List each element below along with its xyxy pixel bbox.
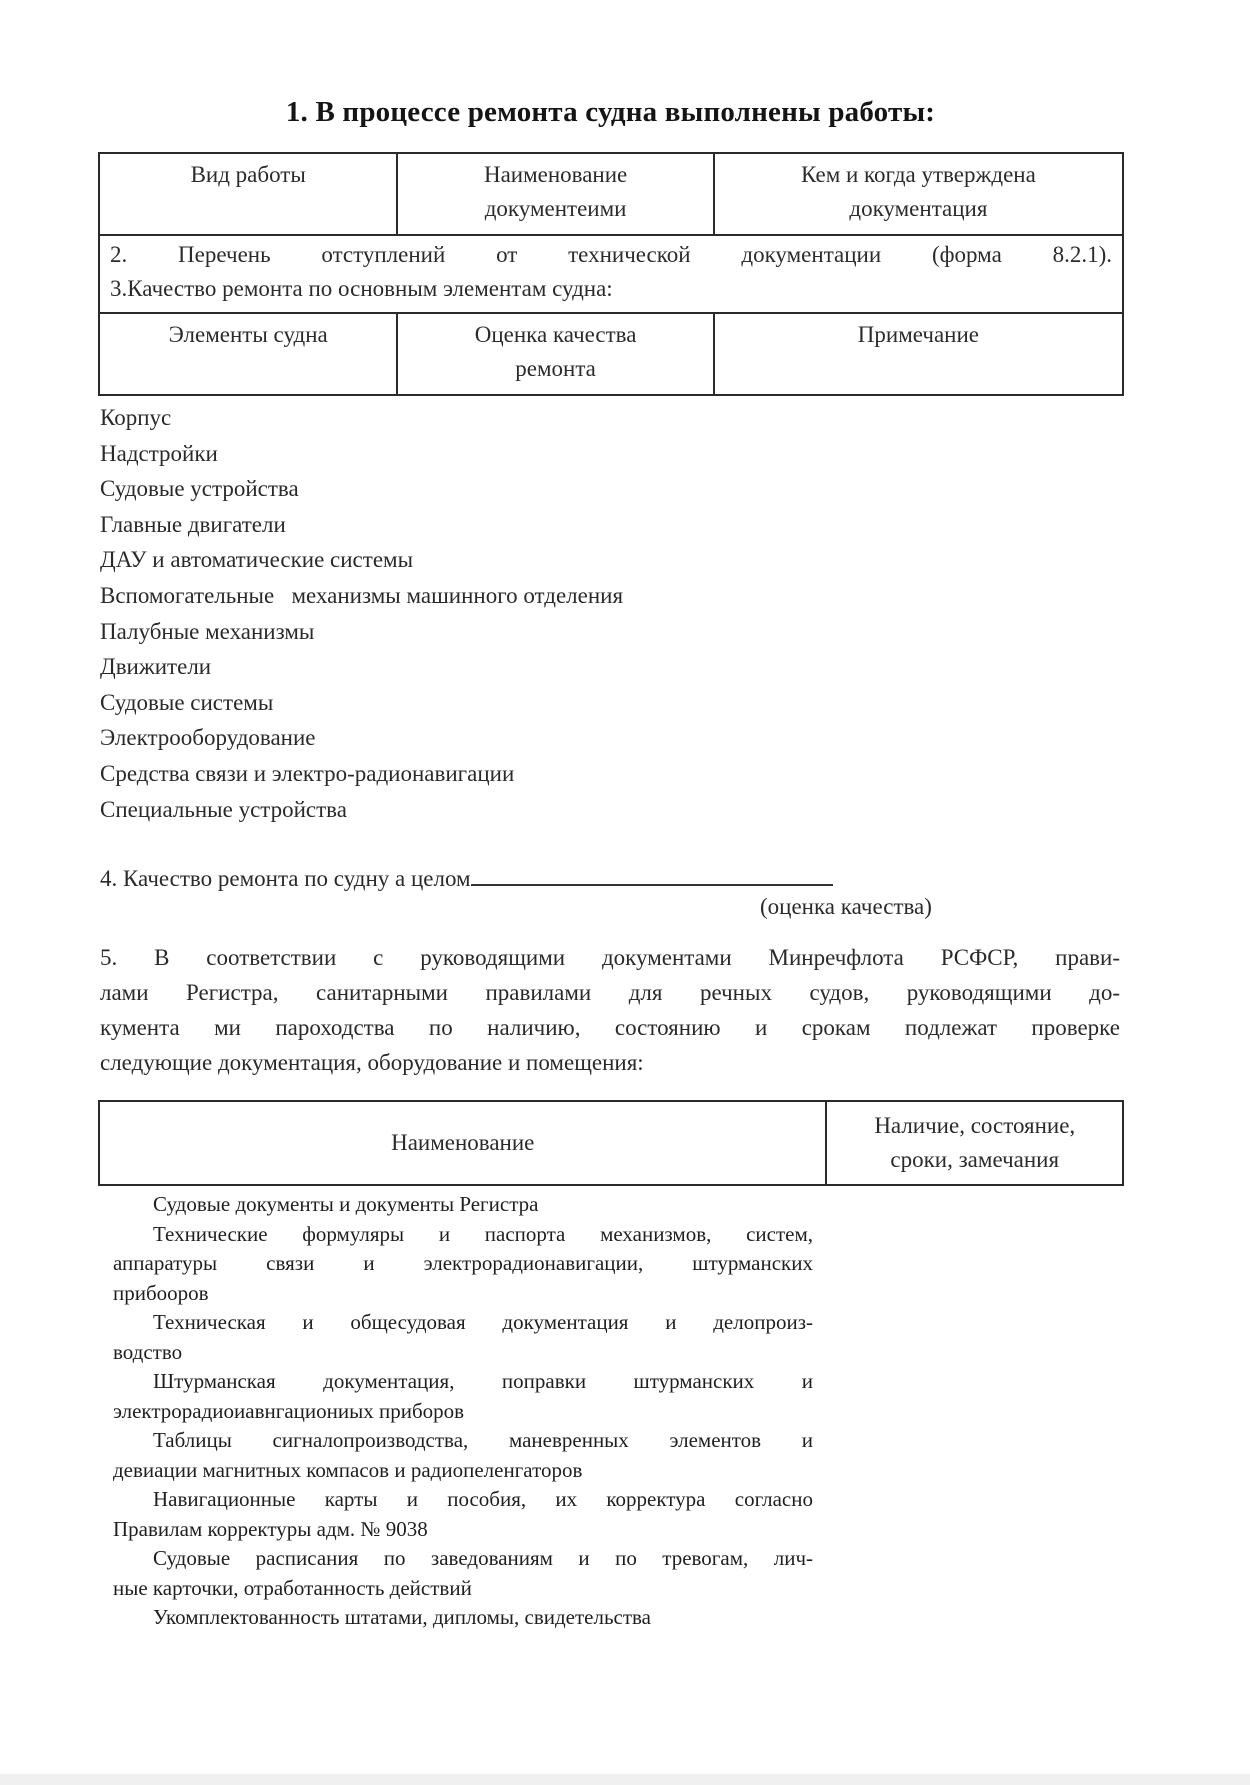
paragraph-line: следующие документация, оборудование и помещения: — [100, 1050, 644, 1075]
list-item: Судовые системы — [100, 689, 274, 715]
deviations-row — [99, 235, 1123, 313]
list-item — [113, 1485, 813, 1544]
list-item: Электрооборудование — [100, 725, 316, 751]
quality-table-header-row — [99, 313, 1123, 395]
section3-text: 3.Качество ремонта по основным элементам судна: — [110, 276, 613, 301]
header-text: Наличие, состояние, — [874, 1113, 1076, 1138]
section4 — [100, 858, 833, 896]
header-text: Примечание — [857, 322, 980, 347]
paragraph-line: кумента ми пароходства по наличию, состоянию и срокам подлежат проверке — [100, 1015, 1120, 1040]
header-text: Элементы судна — [168, 322, 328, 347]
header-text: сроки, замечания — [890, 1147, 1060, 1172]
header-cell-quality-rating — [397, 313, 713, 395]
paragraph-line: лами Регистра, санитарными правилами для речных судов, руководящими до- — [100, 980, 1120, 1005]
list-item — [113, 1308, 813, 1367]
header-cell-ship-elements — [99, 313, 397, 395]
list-item: Судовые устройства — [100, 476, 299, 502]
item-line: Судовые документы и документы Регистра — [153, 1192, 539, 1216]
list-item — [113, 1603, 813, 1633]
item-line: Правилам корректуры адм. № 9038 — [113, 1516, 428, 1541]
list-item — [113, 1426, 813, 1485]
item-line: водство — [113, 1339, 183, 1364]
list-item: Главные двигатели — [100, 511, 286, 537]
section2-text: 2. Перечень отступлений от технической документации (форма 8.2.1). — [110, 242, 1112, 267]
list-item — [113, 1220, 813, 1309]
item-line: Таблицы сигналопроизводства, маневренных элементов и — [153, 1428, 813, 1452]
list-item — [113, 1190, 813, 1220]
header-text: Вид работы — [190, 162, 306, 187]
list-item: ДАУ и автоматические системы — [100, 547, 414, 573]
item-line: Судовые расписания по заведованиям и по тревогам, лич- — [153, 1546, 813, 1570]
inspection-table — [98, 1100, 1124, 1186]
list-item: Вспомогательные механизмы машинного отделения — [100, 582, 624, 608]
item-line: аппаратуры связи и электрорадионавигации, штурманских — [113, 1251, 813, 1275]
item-line: прибооров — [113, 1280, 209, 1305]
inspection-table-header-row — [99, 1101, 1123, 1185]
list-item: Средства связи и электро-радионавигации — [100, 760, 515, 786]
header-cell-doc-name — [397, 153, 713, 235]
header-text: Наименование — [483, 162, 628, 187]
item-line: Навигационные карты и пособия, их корректура согласно — [153, 1487, 813, 1511]
header-text: документация — [849, 196, 988, 221]
list-item — [113, 1544, 813, 1603]
deviations-cell — [99, 235, 1123, 313]
overall-quality-caption: (оценка качества) — [760, 894, 932, 919]
item-line: Техническая и общесудовая документация и делопроиз- — [153, 1310, 813, 1334]
header-cell-approved-by — [714, 153, 1123, 235]
works-table — [98, 152, 1124, 396]
item-line: Укомплектованность штатами, дипломы, свидетельства — [153, 1605, 651, 1629]
works-table-header-row — [99, 153, 1123, 235]
header-text: ремонта — [515, 356, 596, 381]
list-item: Специальные устройства — [100, 796, 347, 822]
list-item: Корпус — [100, 405, 172, 430]
header-text: документеими — [484, 196, 627, 221]
item-line: Технические формуляры и паспорта механизмов, систем, — [153, 1221, 813, 1246]
item-line: Штурманская документация, поправки штурманских и — [153, 1369, 813, 1393]
list-item — [113, 1367, 813, 1426]
list-item: Палубные механизмы — [100, 618, 315, 644]
overall-quality-field[interactable] — [471, 858, 833, 886]
item-line: электрорадиоиавнгациониых приборов — [113, 1398, 465, 1423]
header-cell-note — [714, 313, 1123, 395]
ship-elements-list — [100, 400, 623, 827]
item-line: ные карточки, отработанность действий — [113, 1575, 472, 1600]
header-text: Оценка качества — [474, 322, 637, 347]
item-line: девиации магнитных компасов и радиопеленгаторов — [113, 1457, 583, 1482]
list-item: Надстройки — [100, 440, 218, 466]
paragraph-line: 5. В соответствии с руководящими документами Минречфлота РСФСР, прави- — [100, 945, 1120, 970]
header-text: Наименование — [391, 1130, 535, 1155]
inspection-items — [113, 1190, 813, 1633]
header-cell-name — [99, 1101, 826, 1185]
list-item: Движители — [100, 654, 212, 680]
section5-paragraph — [100, 940, 1120, 1080]
section1-title: 1. В процессе ремонта судна выполнены работы: — [285, 96, 936, 128]
header-cell-work-type — [99, 153, 397, 235]
header-text: Кем и когда утверждена — [801, 162, 1036, 187]
header-cell-status — [826, 1101, 1123, 1185]
page-bottom-edge — [0, 1774, 1250, 1785]
section4-label: 4. Качество ремонта по судну а целом — [100, 866, 471, 891]
